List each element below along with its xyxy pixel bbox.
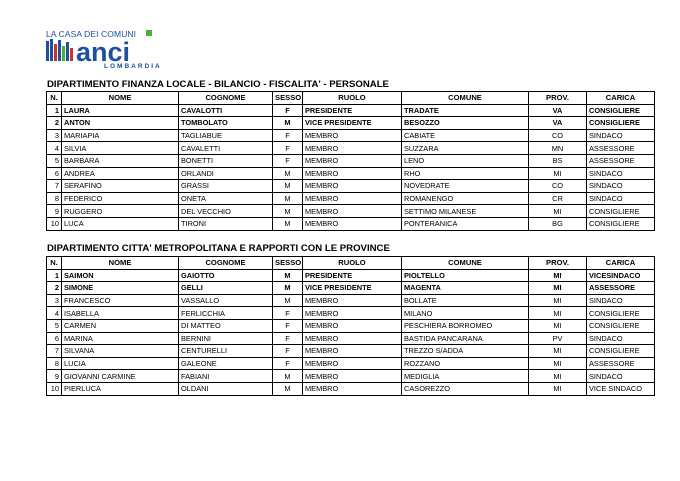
cell-nome: RUGGERO xyxy=(62,205,179,218)
cell-sesso: F xyxy=(273,319,303,332)
table-body xyxy=(47,269,655,395)
cell-carica: SINDACO xyxy=(587,192,655,205)
cell-prov: MI xyxy=(529,269,587,282)
cell-ruolo: MEMBRO xyxy=(303,217,402,230)
table-row xyxy=(47,142,655,155)
cell-comune: LENO xyxy=(402,154,529,167)
header-ruolo: RUOLO xyxy=(303,257,402,270)
cell-sesso: M xyxy=(273,180,303,193)
cell-carica: SINDACO xyxy=(587,294,655,307)
cell-number: 2 xyxy=(47,282,62,295)
table-row xyxy=(47,104,655,117)
table-row xyxy=(47,217,655,230)
cell-ruolo: MEMBRO xyxy=(303,345,402,358)
logo-tagline: LA CASA DEI COMUNI xyxy=(46,29,137,39)
table-row xyxy=(47,205,655,218)
cell-cognome: BONETTI xyxy=(179,154,273,167)
cell-sesso: M xyxy=(273,294,303,307)
cell-carica: ASSESSORE xyxy=(587,154,655,167)
cell-comune: BOLLATE xyxy=(402,294,529,307)
cell-nome: BARBARA xyxy=(62,154,179,167)
cell-ruolo: MEMBRO xyxy=(303,370,402,383)
cell-nome: ANDREA xyxy=(62,167,179,180)
table-row xyxy=(47,154,655,167)
cell-carica: ASSESSORE xyxy=(587,282,655,295)
cell-comune: MILANO xyxy=(402,307,529,320)
cell-prov: BS xyxy=(529,154,587,167)
cell-prov: PV xyxy=(529,332,587,345)
cell-cognome: TAGLIABUE xyxy=(179,129,273,142)
cell-prov: VA xyxy=(529,117,587,130)
cell-number: 6 xyxy=(47,332,62,345)
cell-prov: CO xyxy=(529,129,587,142)
cell-prov: MI xyxy=(529,357,587,370)
cell-cognome: ONETA xyxy=(179,192,273,205)
header-cognome: COGNOME xyxy=(179,92,273,105)
logo-brand-text: anci xyxy=(76,38,131,64)
cell-cognome: CENTURELLI xyxy=(179,345,273,358)
cell-carica: SINDACO xyxy=(587,167,655,180)
section-title-finanza: DIPARTIMENTO FINANZA LOCALE - BILANCIO - FISCALITA' - PERSONALE xyxy=(47,79,389,90)
header-row xyxy=(47,257,655,270)
cell-carica: CONSIGLIERE xyxy=(587,104,655,117)
cell-number: 2 xyxy=(47,117,62,130)
cell-nome: SIMONE xyxy=(62,282,179,295)
table-row xyxy=(47,307,655,320)
cell-carica: SINDACO xyxy=(587,180,655,193)
logo-region: LOMBARDIA xyxy=(104,63,162,70)
cell-number: 10 xyxy=(47,382,62,395)
cell-ruolo: MEMBRO xyxy=(303,192,402,205)
header-carica: CARICA xyxy=(587,92,655,105)
table-row xyxy=(47,129,655,142)
cell-prov: BG xyxy=(529,217,587,230)
cell-comune: SUZZARA xyxy=(402,142,529,155)
cell-cognome: FERLICCHIA xyxy=(179,307,273,320)
table-row xyxy=(47,180,655,193)
cell-comune: ROMANENGO xyxy=(402,192,529,205)
cell-comune: PIOLTELLO xyxy=(402,269,529,282)
header-cognome: COGNOME xyxy=(179,257,273,270)
cell-prov: MI xyxy=(529,167,587,180)
cell-number: 3 xyxy=(47,129,62,142)
table-row xyxy=(47,269,655,282)
cell-carica: SINDACO xyxy=(587,129,655,142)
cell-number: 4 xyxy=(47,307,62,320)
header-number: N. xyxy=(47,257,62,270)
cell-nome: MARIAPIA xyxy=(62,129,179,142)
cell-carica: ASSESSORE xyxy=(587,357,655,370)
cell-nome: CARMEN xyxy=(62,319,179,332)
cell-ruolo: MEMBRO xyxy=(303,332,402,345)
cell-sesso: F xyxy=(273,332,303,345)
cell-number: 3 xyxy=(47,294,62,307)
cell-nome: LAURA xyxy=(62,104,179,117)
cell-ruolo: MEMBRO xyxy=(303,154,402,167)
header-prov: PROV. xyxy=(529,92,587,105)
cell-carica: CONSIGLIERE xyxy=(587,307,655,320)
cell-comune: TREZZO S/ADDA xyxy=(402,345,529,358)
header-row xyxy=(47,92,655,105)
cell-sesso: M xyxy=(273,282,303,295)
cell-ruolo: VICE PRESIDENTE xyxy=(303,117,402,130)
cell-cognome: GALEONE xyxy=(179,357,273,370)
cell-sesso: F xyxy=(273,129,303,142)
cell-cognome: VASSALLO xyxy=(179,294,273,307)
cell-prov: MI xyxy=(529,319,587,332)
cell-sesso: F xyxy=(273,104,303,117)
cell-prov: MI xyxy=(529,345,587,358)
cell-comune: PONTERANICA xyxy=(402,217,529,230)
cell-cognome: OLDANI xyxy=(179,382,273,395)
cell-cognome: CAVALETTI xyxy=(179,142,273,155)
header-prov: PROV. xyxy=(529,257,587,270)
cell-carica: CONSIGLIERE xyxy=(587,205,655,218)
cell-ruolo: MEMBRO xyxy=(303,319,402,332)
cell-cognome: TIRONI xyxy=(179,217,273,230)
header-number: N. xyxy=(47,92,62,105)
cell-cognome: GELLI xyxy=(179,282,273,295)
cell-sesso: F xyxy=(273,142,303,155)
table-finanza xyxy=(46,91,655,231)
cell-prov: MN xyxy=(529,142,587,155)
cell-number: 8 xyxy=(47,192,62,205)
cell-carica: VICESINDACO xyxy=(587,269,655,282)
cell-prov: VA xyxy=(529,104,587,117)
cell-ruolo: MEMBRO xyxy=(303,180,402,193)
cell-nome: ANTON xyxy=(62,117,179,130)
cell-comune: NOVEDRATE xyxy=(402,180,529,193)
cell-number: 4 xyxy=(47,142,62,155)
cell-carica: ASSESSORE xyxy=(587,142,655,155)
header-ruolo: RUOLO xyxy=(303,92,402,105)
cell-cognome: BERNINI xyxy=(179,332,273,345)
cell-carica: SINDACO xyxy=(587,370,655,383)
header-comune: COMUNE xyxy=(402,92,529,105)
cell-sesso: M xyxy=(273,167,303,180)
cell-comune: PESCHIERA BORROMEO xyxy=(402,319,529,332)
cell-comune: ROZZANO xyxy=(402,357,529,370)
cell-cognome: TOMBOLATO xyxy=(179,117,273,130)
cell-comune: TRADATE xyxy=(402,104,529,117)
table-row xyxy=(47,345,655,358)
table-row xyxy=(47,117,655,130)
cell-cognome: FABIANI xyxy=(179,370,273,383)
cell-nome: SAIMON xyxy=(62,269,179,282)
cell-number: 1 xyxy=(47,104,62,117)
cell-ruolo: MEMBRO xyxy=(303,357,402,370)
cell-cognome: DI MATTEO xyxy=(179,319,273,332)
cell-prov: MI xyxy=(529,282,587,295)
cell-ruolo: MEMBRO xyxy=(303,129,402,142)
cell-nome: MARINA xyxy=(62,332,179,345)
cell-prov: MI xyxy=(529,294,587,307)
cell-ruolo: MEMBRO xyxy=(303,142,402,155)
cell-prov: MI xyxy=(529,307,587,320)
header-sesso: SESSO xyxy=(273,92,303,105)
cell-carica: CONSIGLIERE xyxy=(587,319,655,332)
cell-nome: SILVANA xyxy=(62,345,179,358)
header-carica: CARICA xyxy=(587,257,655,270)
cell-sesso: M xyxy=(273,117,303,130)
cell-nome: LUCIA xyxy=(62,357,179,370)
anci-logo xyxy=(46,29,162,73)
cell-sesso: M xyxy=(273,192,303,205)
cell-nome: SERAFINO xyxy=(62,180,179,193)
cell-prov: CO xyxy=(529,180,587,193)
cell-sesso: M xyxy=(273,205,303,218)
cell-ruolo: MEMBRO xyxy=(303,205,402,218)
cell-comune: CABIATE xyxy=(402,129,529,142)
cell-prov: MI xyxy=(529,382,587,395)
header-comune: COMUNE xyxy=(402,257,529,270)
cell-nome: PIERLUCA xyxy=(62,382,179,395)
header-nome: NOME xyxy=(62,257,179,270)
cell-cognome: CAVALOTTI xyxy=(179,104,273,117)
cell-nome: SILVIA xyxy=(62,142,179,155)
cell-prov: MI xyxy=(529,370,587,383)
table-body xyxy=(47,104,655,230)
cell-sesso: M xyxy=(273,370,303,383)
cell-ruolo: MEMBRO xyxy=(303,294,402,307)
cell-number: 9 xyxy=(47,370,62,383)
table-row xyxy=(47,294,655,307)
cell-number: 7 xyxy=(47,345,62,358)
cell-nome: ISABELLA xyxy=(62,307,179,320)
cell-prov: CR xyxy=(529,192,587,205)
cell-ruolo: VICE PRESIDENTE xyxy=(303,282,402,295)
cell-number: 7 xyxy=(47,180,62,193)
table-row xyxy=(47,282,655,295)
logo-green-square xyxy=(146,30,152,36)
cell-carica: CONSIGLIERE xyxy=(587,217,655,230)
cell-cognome: DEL VECCHIO xyxy=(179,205,273,218)
table-row xyxy=(47,192,655,205)
cell-carica: SINDACO xyxy=(587,332,655,345)
cell-cognome: ORLANDI xyxy=(179,167,273,180)
cell-cognome: GRASSI xyxy=(179,180,273,193)
cell-number: 8 xyxy=(47,357,62,370)
cell-number: 5 xyxy=(47,154,62,167)
table-row xyxy=(47,382,655,395)
header-sesso: SESSO xyxy=(273,257,303,270)
table-row xyxy=(47,319,655,332)
table-row xyxy=(47,370,655,383)
cell-comune: MEDIGLIA xyxy=(402,370,529,383)
cell-cognome: GAIOTTO xyxy=(179,269,273,282)
table-row xyxy=(47,357,655,370)
header-nome: NOME xyxy=(62,92,179,105)
cell-ruolo: PRESIDENTE xyxy=(303,269,402,282)
cell-comune: SETTIMO MILANESE xyxy=(402,205,529,218)
section-title-citta-metropolitana: DIPARTIMENTO CITTA' METROPOLITANA E RAPPORTI CON LE PROVINCE xyxy=(47,243,390,254)
cell-carica: CONSIGLIERE xyxy=(587,345,655,358)
cell-carica: CONSIGLIERE xyxy=(587,117,655,130)
cell-number: 6 xyxy=(47,167,62,180)
cell-nome: GIOVANNI CARMINE xyxy=(62,370,179,383)
table-row xyxy=(47,332,655,345)
cell-ruolo: MEMBRO xyxy=(303,307,402,320)
cell-comune: BASTIDA PANCARANA xyxy=(402,332,529,345)
cell-sesso: M xyxy=(273,382,303,395)
table-row xyxy=(47,167,655,180)
cell-nome: FRANCESCO xyxy=(62,294,179,307)
cell-sesso: F xyxy=(273,154,303,167)
cell-nome: FEDERICO xyxy=(62,192,179,205)
cell-comune: BESOZZO xyxy=(402,117,529,130)
cell-sesso: F xyxy=(273,345,303,358)
cell-sesso: M xyxy=(273,269,303,282)
cell-sesso: F xyxy=(273,307,303,320)
table-citta-metropolitana xyxy=(46,256,655,396)
cell-number: 1 xyxy=(47,269,62,282)
cell-prov: MI xyxy=(529,205,587,218)
cell-carica: VICE SINDACO xyxy=(587,382,655,395)
cell-comune: RHO xyxy=(402,167,529,180)
cell-comune: MAGENTA xyxy=(402,282,529,295)
cell-nome: LUCA xyxy=(62,217,179,230)
cell-ruolo: PRESIDENTE xyxy=(303,104,402,117)
cell-number: 5 xyxy=(47,319,62,332)
cell-sesso: M xyxy=(273,217,303,230)
cell-ruolo: MEMBRO xyxy=(303,382,402,395)
cell-ruolo: MEMBRO xyxy=(303,167,402,180)
cell-number: 10 xyxy=(47,217,62,230)
cell-comune: CASOREZZO xyxy=(402,382,529,395)
cell-number: 9 xyxy=(47,205,62,218)
logo-brand-mark xyxy=(46,38,154,64)
cell-sesso: F xyxy=(273,357,303,370)
